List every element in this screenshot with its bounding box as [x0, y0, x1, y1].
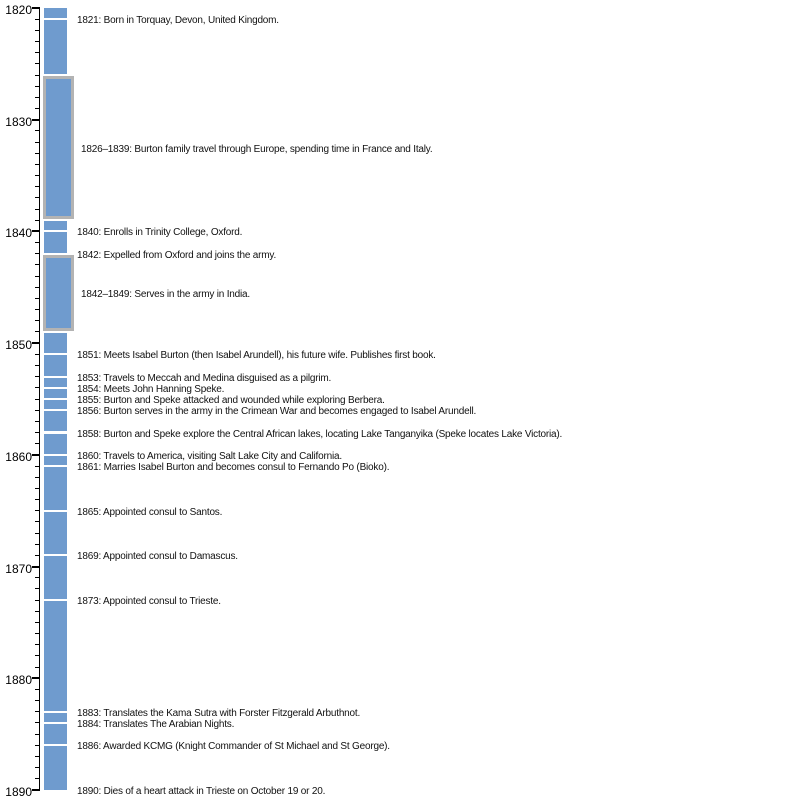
- axis-year-label: 1840: [5, 226, 32, 241]
- event-label: 1869: Appointed consul to Damascus.: [77, 551, 238, 563]
- axis-year-label: 1850: [5, 338, 32, 353]
- event-label: 1854: Meets John Hanning Speke.: [77, 383, 225, 395]
- event-label: 1883: Translates the Kama Sutra with Forster Fitzgerald Arbuthnot.: [77, 707, 361, 719]
- event-label: 1826–1839: Burton family travel through Europe, spending time in France and Italy.: [81, 143, 433, 155]
- event-label: 1856: Burton serves in the army in the Crimean War and becomes engaged to Isabel Arundell.: [77, 406, 477, 418]
- axis-year-label: 1890: [5, 785, 32, 799]
- event-label: 1855: Burton and Speke attacked and wounded while exploring Berbera.: [77, 395, 385, 406]
- event-label: 1858: Burton and Speke explore the Central African lakes, locating Lake Tanganyika (Speke locates Lake Victoria).: [77, 428, 563, 440]
- event-label: 1853: Travels to Meccah and Medina disguised as a pilgrim.: [77, 372, 332, 384]
- axis-year-label: 1830: [5, 114, 32, 129]
- axis-year-label: 1820: [5, 3, 32, 17]
- event-label: 1884: Translates The Arabian Nights.: [77, 718, 235, 730]
- axis-year-label: 1860: [5, 449, 32, 464]
- event-label: 1865: Appointed consul to Santos.: [77, 506, 223, 518]
- event-label: 1821: Born in Torquay, Devon, United Kingdom.: [77, 15, 279, 27]
- event-label: 1842: Expelled from Oxford and joins the army.: [77, 249, 277, 261]
- event-label: 1861: Marries Isabel Burton and becomes consul to Fernando Po (Bioko).: [77, 462, 390, 474]
- axis-year-label: 1870: [5, 561, 32, 576]
- event-label: 1860: Travels to America, visiting Salt Lake City and California.: [77, 450, 342, 462]
- event-label: 1840: Enrolls in Trinity College, Oxford.: [77, 227, 243, 239]
- event-label: 1842–1849: Serves in the army in India.: [81, 288, 250, 300]
- event-label: 1873: Appointed consul to Trieste.: [77, 596, 221, 608]
- axis-year-label: 1880: [5, 673, 32, 688]
- event-label: 1890: Dies of a heart attack in Trieste on October 19 or 20.: [77, 786, 326, 797]
- event-label: 1851: Meets Isabel Burton (then Isabel Arundell), his future wife. Publishes first book.: [77, 350, 436, 362]
- event-label: 1886: Awarded KCMG (Knight Commander of St Michael and St George).: [77, 741, 390, 753]
